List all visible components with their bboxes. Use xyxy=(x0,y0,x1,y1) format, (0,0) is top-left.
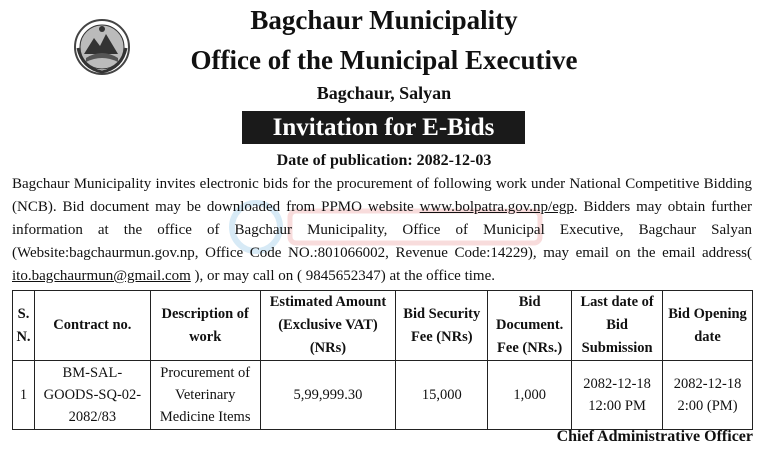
office-location: Bagchaur, Salyan xyxy=(316,83,452,103)
cell-sn: 1 xyxy=(13,361,35,430)
cell-docfee: 1,000 xyxy=(488,361,572,430)
office-name: Office of the Municipal Executive xyxy=(190,45,578,75)
website-link[interactable]: www.bolpatra.gov.np/egp xyxy=(419,199,574,215)
notice-banner: Invitation for E-Bids xyxy=(242,111,525,144)
cell-amount: 5,99,999.30 xyxy=(260,361,396,430)
cell-opening-date xyxy=(663,361,753,430)
bid-table xyxy=(12,290,753,430)
last-time: 12:00 PM xyxy=(588,398,646,414)
cell-description: Procurement of Veterinary Medicine Items xyxy=(150,361,260,430)
col-last-date: Last date of Bid Submission xyxy=(572,291,663,361)
cell-last-date xyxy=(572,361,663,430)
col-sn: S. N. xyxy=(13,291,35,361)
table-row xyxy=(13,361,753,430)
signatory-title: Chief Administrative Officer xyxy=(556,428,753,445)
table-header-row xyxy=(13,291,753,361)
opening-date: 2082-12-18 xyxy=(673,376,742,392)
col-contract: Contract no. xyxy=(34,291,150,361)
col-amount: Estimated Amount (Exclusive VAT) (NRs) xyxy=(260,291,396,361)
col-opening-date: Bid Opening date xyxy=(663,291,753,361)
col-description: Description of work xyxy=(150,291,260,361)
opening-time: 2:00 (PM) xyxy=(677,398,738,414)
municipality-name: Bagchaur Municipality xyxy=(250,5,518,35)
last-date: 2082-12-18 xyxy=(583,376,651,392)
cell-security: 15,000 xyxy=(396,361,488,430)
col-security: Bid Security Fee (NRs) xyxy=(396,291,488,361)
body-part-3: ), or may call on ( 9845652347) at the office time. xyxy=(190,268,495,284)
email-link[interactable]: ito.bagchaurmun@gmail.com xyxy=(12,268,191,284)
publication-date: Date of publication: 2082-12-03 xyxy=(276,152,492,169)
body-part-2: . Bidders may obtain further information at the office of Bagchaur Municipality, Office of Municipal Executive, Bagchaur Salyan (Website:bagchaurmun.gov.np, Office Code NO.:801066002, Revenue Code:14229), may email on the email address( xyxy=(12,199,752,261)
body-part-1: Bagchaur Municipality invites electronic bids for the procurement of following work under National Competitive Bidding (NCB). Bid document may be downloaded from PPMO website xyxy=(12,176,752,215)
cell-contract: BM-SAL-GOODS-SQ-02-2082/83 xyxy=(34,361,150,430)
invitation-text xyxy=(12,173,752,288)
col-docfee: Bid Document. Fee (NRs.) xyxy=(488,291,572,361)
